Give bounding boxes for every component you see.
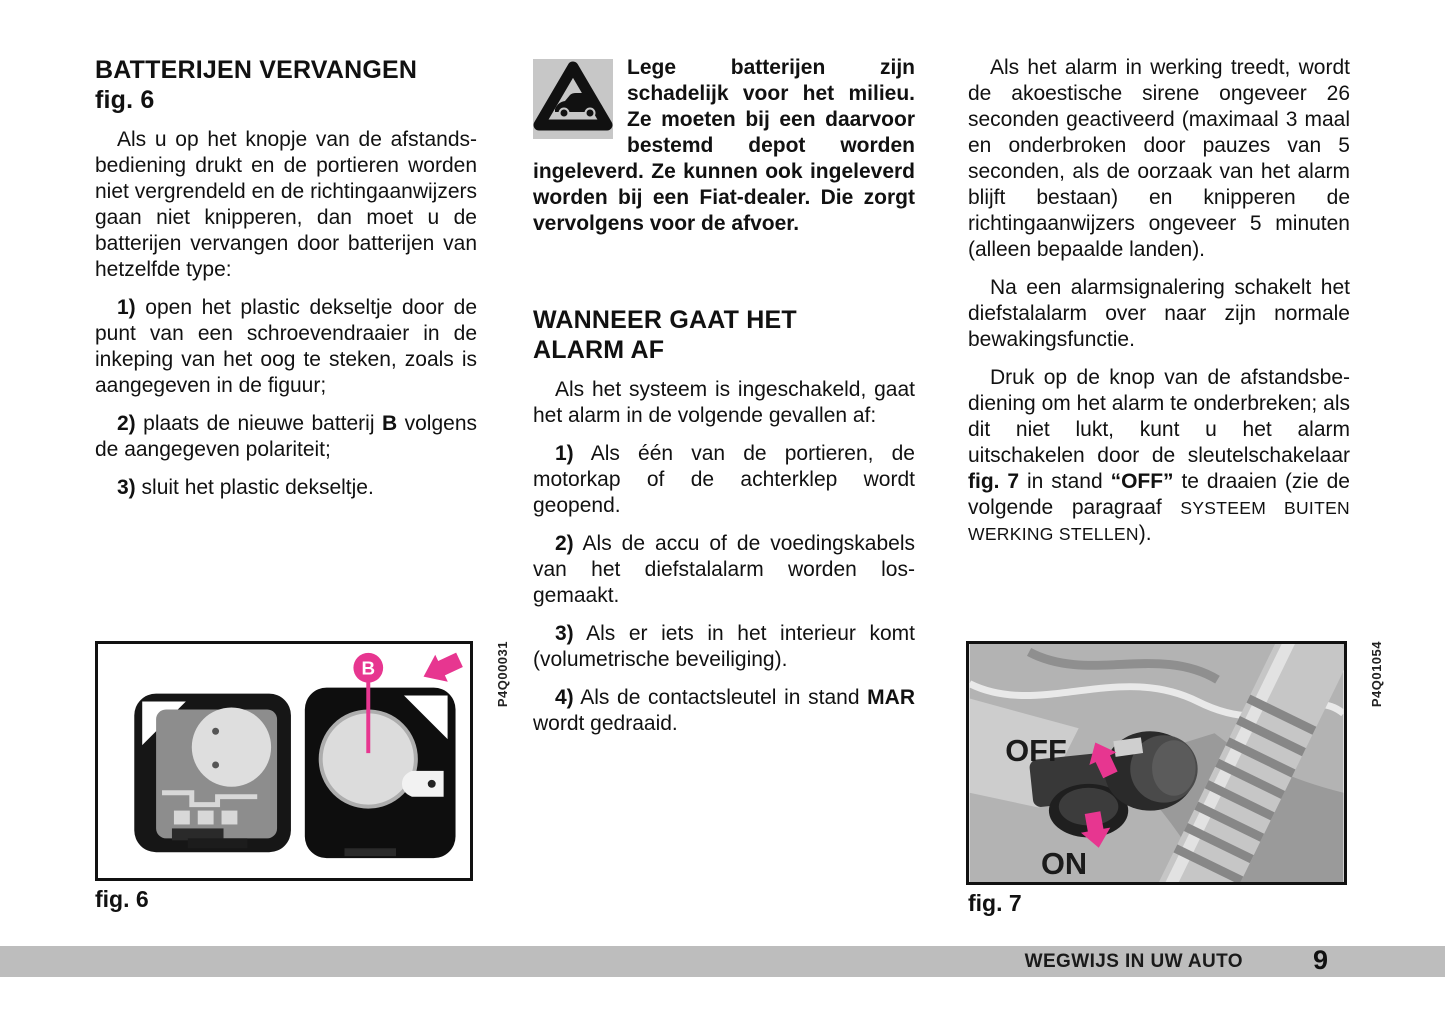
heading-line-2: ALARM AF [533,336,665,364]
column-3 [968,55,1350,547]
fig6-illustration [98,644,470,878]
paragraph-text: te draaien (zie de volgende paragraaf [968,470,1350,519]
paragraph: Na een alarmsignalering schakelt het diefstalalarm over naar zijn normale bewakingsfunctie. [968,276,1350,351]
figure-6-caption: fig. 6 [95,886,149,912]
cross-reference-smallcaps: SYSTEEM BUITEN WERKING STELLEN [968,498,1350,544]
warning-text: Lege batterijen zijn schadelijk voor het milieu. Ze moeten bij een daarvoor bestemd depot worden ingeleverd. Ze kunnen ook ingeleverd worden bij een Fiat-dealer. Die zorgt vervolgens voor de afvoer. [533,56,915,235]
item-number: 1) [555,442,574,465]
warning-block [533,55,915,237]
item-number: 2) [117,412,136,435]
paragraph [968,365,1350,547]
item-text: Als de accu of de voedingskabels van het diefstalalarm worden losgemaakt. [533,532,915,607]
off-position-label: “OFF” [1110,470,1174,493]
section-heading-batterijen [95,55,477,115]
fig7-photo [969,644,1344,882]
heading-line-1: BATTERIJEN VERVANGEN [95,56,418,84]
paragraph: Als het systeem is ingeschakeld, gaat het alarm in de volgende gevallen af: [533,378,915,427]
on-label: ON [1040,846,1088,882]
section-heading-alarm [533,305,915,365]
item-text: volgens de aangegeven polariteit; [95,412,478,461]
item-bold-ref: MAR [867,686,915,709]
footer-section-title: WEGWIJS IN UW AUTO [1024,950,1243,972]
list-item-4 [533,685,915,737]
figure-reference: fig. 7 [968,470,1020,493]
item-number: 3) [117,476,136,499]
figure-6-code: P4Q00031 [495,641,510,708]
column-2 [533,55,915,737]
paragraph-text: in stand [1019,470,1111,493]
column-1 [95,55,477,501]
figure-6-frame [95,641,473,881]
paragraph: Als het alarm in werking treedt, wordt de akoestische sirene ongeveer 26 seconden geactiveerd (maximaal 3 maal en onderbroken door pauzes van 5 seconden, als de oorzaak van het alarm blijft bestaan) en knipperen de richtingaanwijzers ongeveer 5 minuten (alleen bepaalde landen). [968,56,1350,261]
list-item-2 [95,411,477,463]
list-item-1 [95,295,477,399]
heading-line-1: WANNEER GAAT HET [533,306,797,334]
item-text: plaats de nieuwe batterij [135,412,382,435]
paragraph-text: ). [1138,522,1152,545]
item-text: Als één van de portieren, de motorkap of de achterklep wordt geopend. [533,442,915,517]
figure-7-frame [966,641,1347,885]
footer-bar [0,946,1445,977]
list-item-3 [533,621,915,673]
warning-triangle-icon [533,59,613,139]
item-text: sluit het plastic dekseltje. [135,476,374,499]
list-item-1 [533,441,915,519]
paragraph: Als u op het knopje van de afstandsbediening drukt en de portieren worden niet vergrendeld en de richtingaanwijzers gaan niet knipperen, dan moet u de batterijen vervangen door batterijen van hetzelfde type: [95,128,477,281]
figure-7 [966,641,1384,885]
marker-b-label: B [361,657,376,679]
item-number: 3) [555,622,574,645]
figure-6 [95,641,510,881]
list-item-2 [533,531,915,609]
figure-7-caption: fig. 7 [968,890,1022,916]
list-item-3 [95,475,477,501]
fob-left-half [134,694,291,853]
paragraph-text: Druk op de knop van de afstandsbediening om het alarm te onderbreken; als dit niet lukt, kunt u het alarm uitschakelen door de sleutelschakelaar [968,366,1350,467]
item-number: 1) [117,296,136,319]
item-text: wordt gedraaid. [533,712,678,735]
item-text: Als er iets in het interieur komt (volumetrische beveiliging). [533,622,915,671]
heading-line-2: fig. 6 [95,86,155,114]
item-number: 4) [555,686,574,709]
item-bold-ref: B [381,412,398,435]
item-text: open het plastic dekseltje door de punt van een schroevendraaier in de inkeping van het oog te steken, zoals is aangegeven in de figuur; [95,296,477,397]
item-number: 2) [555,532,574,555]
page-number: 9 [1312,945,1328,975]
figure-7-code: P4Q01054 [1369,641,1384,708]
off-label: OFF [1005,733,1067,769]
item-text: Als de contactsleutel in stand [573,686,868,709]
fob-right-half [305,688,456,859]
